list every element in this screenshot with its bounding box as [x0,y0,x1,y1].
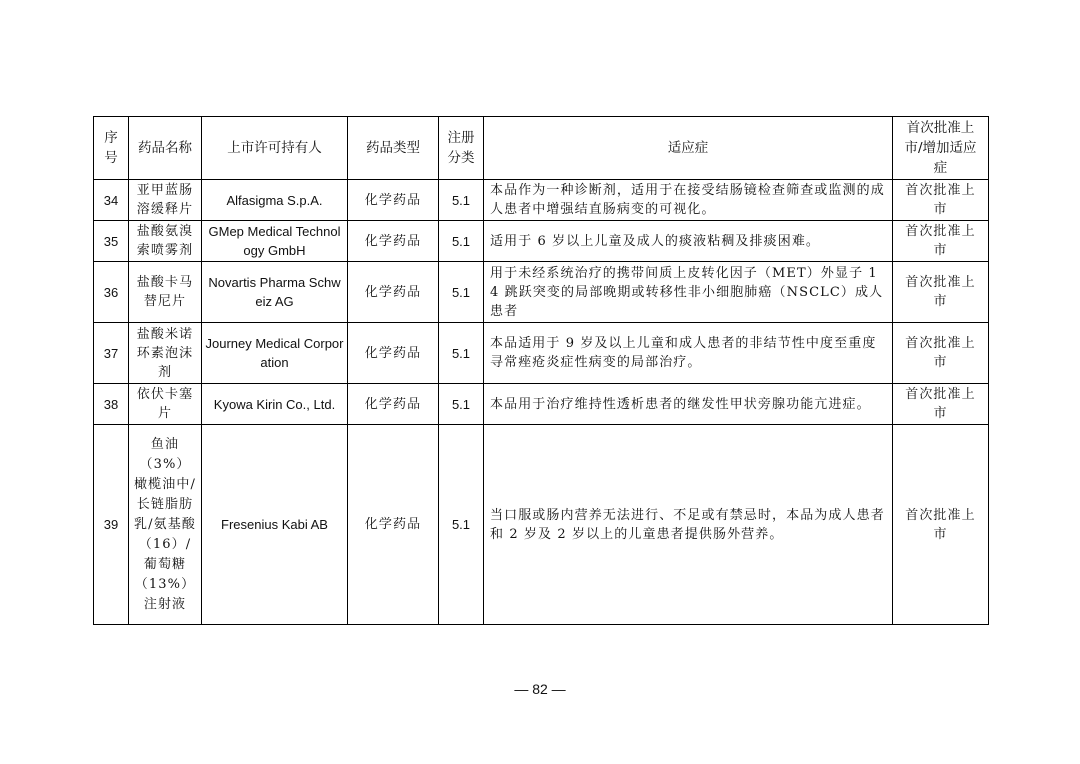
cell-registration-category: 5.1 [439,323,484,384]
cell-registration-category: 5.1 [439,262,484,323]
cell-indication: 本品适用于 9 岁及以上儿童和成人患者的非结节性中度至重度寻常痤疮炎症性病变的局部治疗。 [484,323,893,384]
cell-license-holder: Fresenius Kabi AB [202,425,348,625]
cell-approval-status: 首次批准上市 [893,262,989,323]
cell-drug-name: 盐酸卡马替尼片 [129,262,202,323]
cell-drug-name: 盐酸氨溴索喷雾剂 [129,221,202,262]
cell-indication: 适用于 6 岁以上儿童及成人的痰液粘稠及排痰困难。 [484,221,893,262]
cell-indication: 当口服或肠内营养无法进行、不足或有禁忌时，本品为成人患者和 2 岁及 2 岁以上的儿童患者提供肠外营养。 [484,425,893,625]
cell-drug-type: 化学药品 [348,221,439,262]
table-row [94,262,989,323]
cell-approval-status: 首次批准上市 [893,425,989,625]
cell-approval-status: 首次批准上市 [893,323,989,384]
header-serial-number: 序号 [94,117,129,180]
cell-drug-type: 化学药品 [348,323,439,384]
cell-license-holder: Novartis Pharma Schweiz AG [202,262,348,323]
table-row [94,384,989,425]
header-drug-name: 药品名称 [129,117,202,180]
cell-indication: 用于未经系统治疗的携带间质上皮转化因子（MET）外显子 14 跳跃突变的局部晚期或转移性非小细胞肺癌（NSCLC）成人患者 [484,262,893,323]
cell-registration-category: 5.1 [439,221,484,262]
header-approval-status: 首次批准上市/增加适应症 [893,117,989,180]
cell-license-holder: Kyowa Kirin Co., Ltd. [202,384,348,425]
cell-drug-type: 化学药品 [348,262,439,323]
cell-serial-number: 38 [94,384,129,425]
cell-drug-type: 化学药品 [348,180,439,221]
page-number: — 82 — [514,681,566,697]
cell-indication: 本品作为一种诊断剂，适用于在接受结肠镜检查筛查或监测的成人患者中增强结直肠病变的可视化。 [484,180,893,221]
cell-serial-number: 34 [94,180,129,221]
cell-registration-category: 5.1 [439,425,484,625]
table-row [94,425,989,625]
cell-drug-name: 亚甲蓝肠溶缓释片 [129,180,202,221]
cell-indication: 本品用于治疗维持性透析患者的继发性甲状旁腺功能亢进症。 [484,384,893,425]
cell-license-holder: GMep Medical Technology GmbH [202,221,348,262]
header-registration-category: 注册分类 [439,117,484,180]
cell-license-holder: Journey Medical Corporation [202,323,348,384]
header-indication: 适应症 [484,117,893,180]
cell-registration-category: 5.1 [439,384,484,425]
cell-drug-name: 盐酸米诺环素泡沫剂 [129,323,202,384]
drug-approval-table [93,116,989,625]
table-header-row [94,117,989,180]
table-row [94,180,989,221]
cell-drug-type: 化学药品 [348,384,439,425]
cell-approval-status: 首次批准上市 [893,180,989,221]
cell-serial-number: 37 [94,323,129,384]
cell-license-holder: Alfasigma S.p.A. [202,180,348,221]
header-license-holder: 上市许可持有人 [202,117,348,180]
cell-registration-category: 5.1 [439,180,484,221]
cell-drug-name: 鱼油（3%）橄榄油中/长链脂肪乳/氨基酸（16）/葡萄糖（13%）注射液 [129,425,202,625]
table-row [94,221,989,262]
cell-serial-number: 39 [94,425,129,625]
cell-serial-number: 36 [94,262,129,323]
cell-approval-status: 首次批准上市 [893,221,989,262]
cell-approval-status: 首次批准上市 [893,384,989,425]
cell-serial-number: 35 [94,221,129,262]
header-drug-type: 药品类型 [348,117,439,180]
cell-drug-name: 依伏卡塞片 [129,384,202,425]
cell-drug-type: 化学药品 [348,425,439,625]
table-row [94,323,989,384]
